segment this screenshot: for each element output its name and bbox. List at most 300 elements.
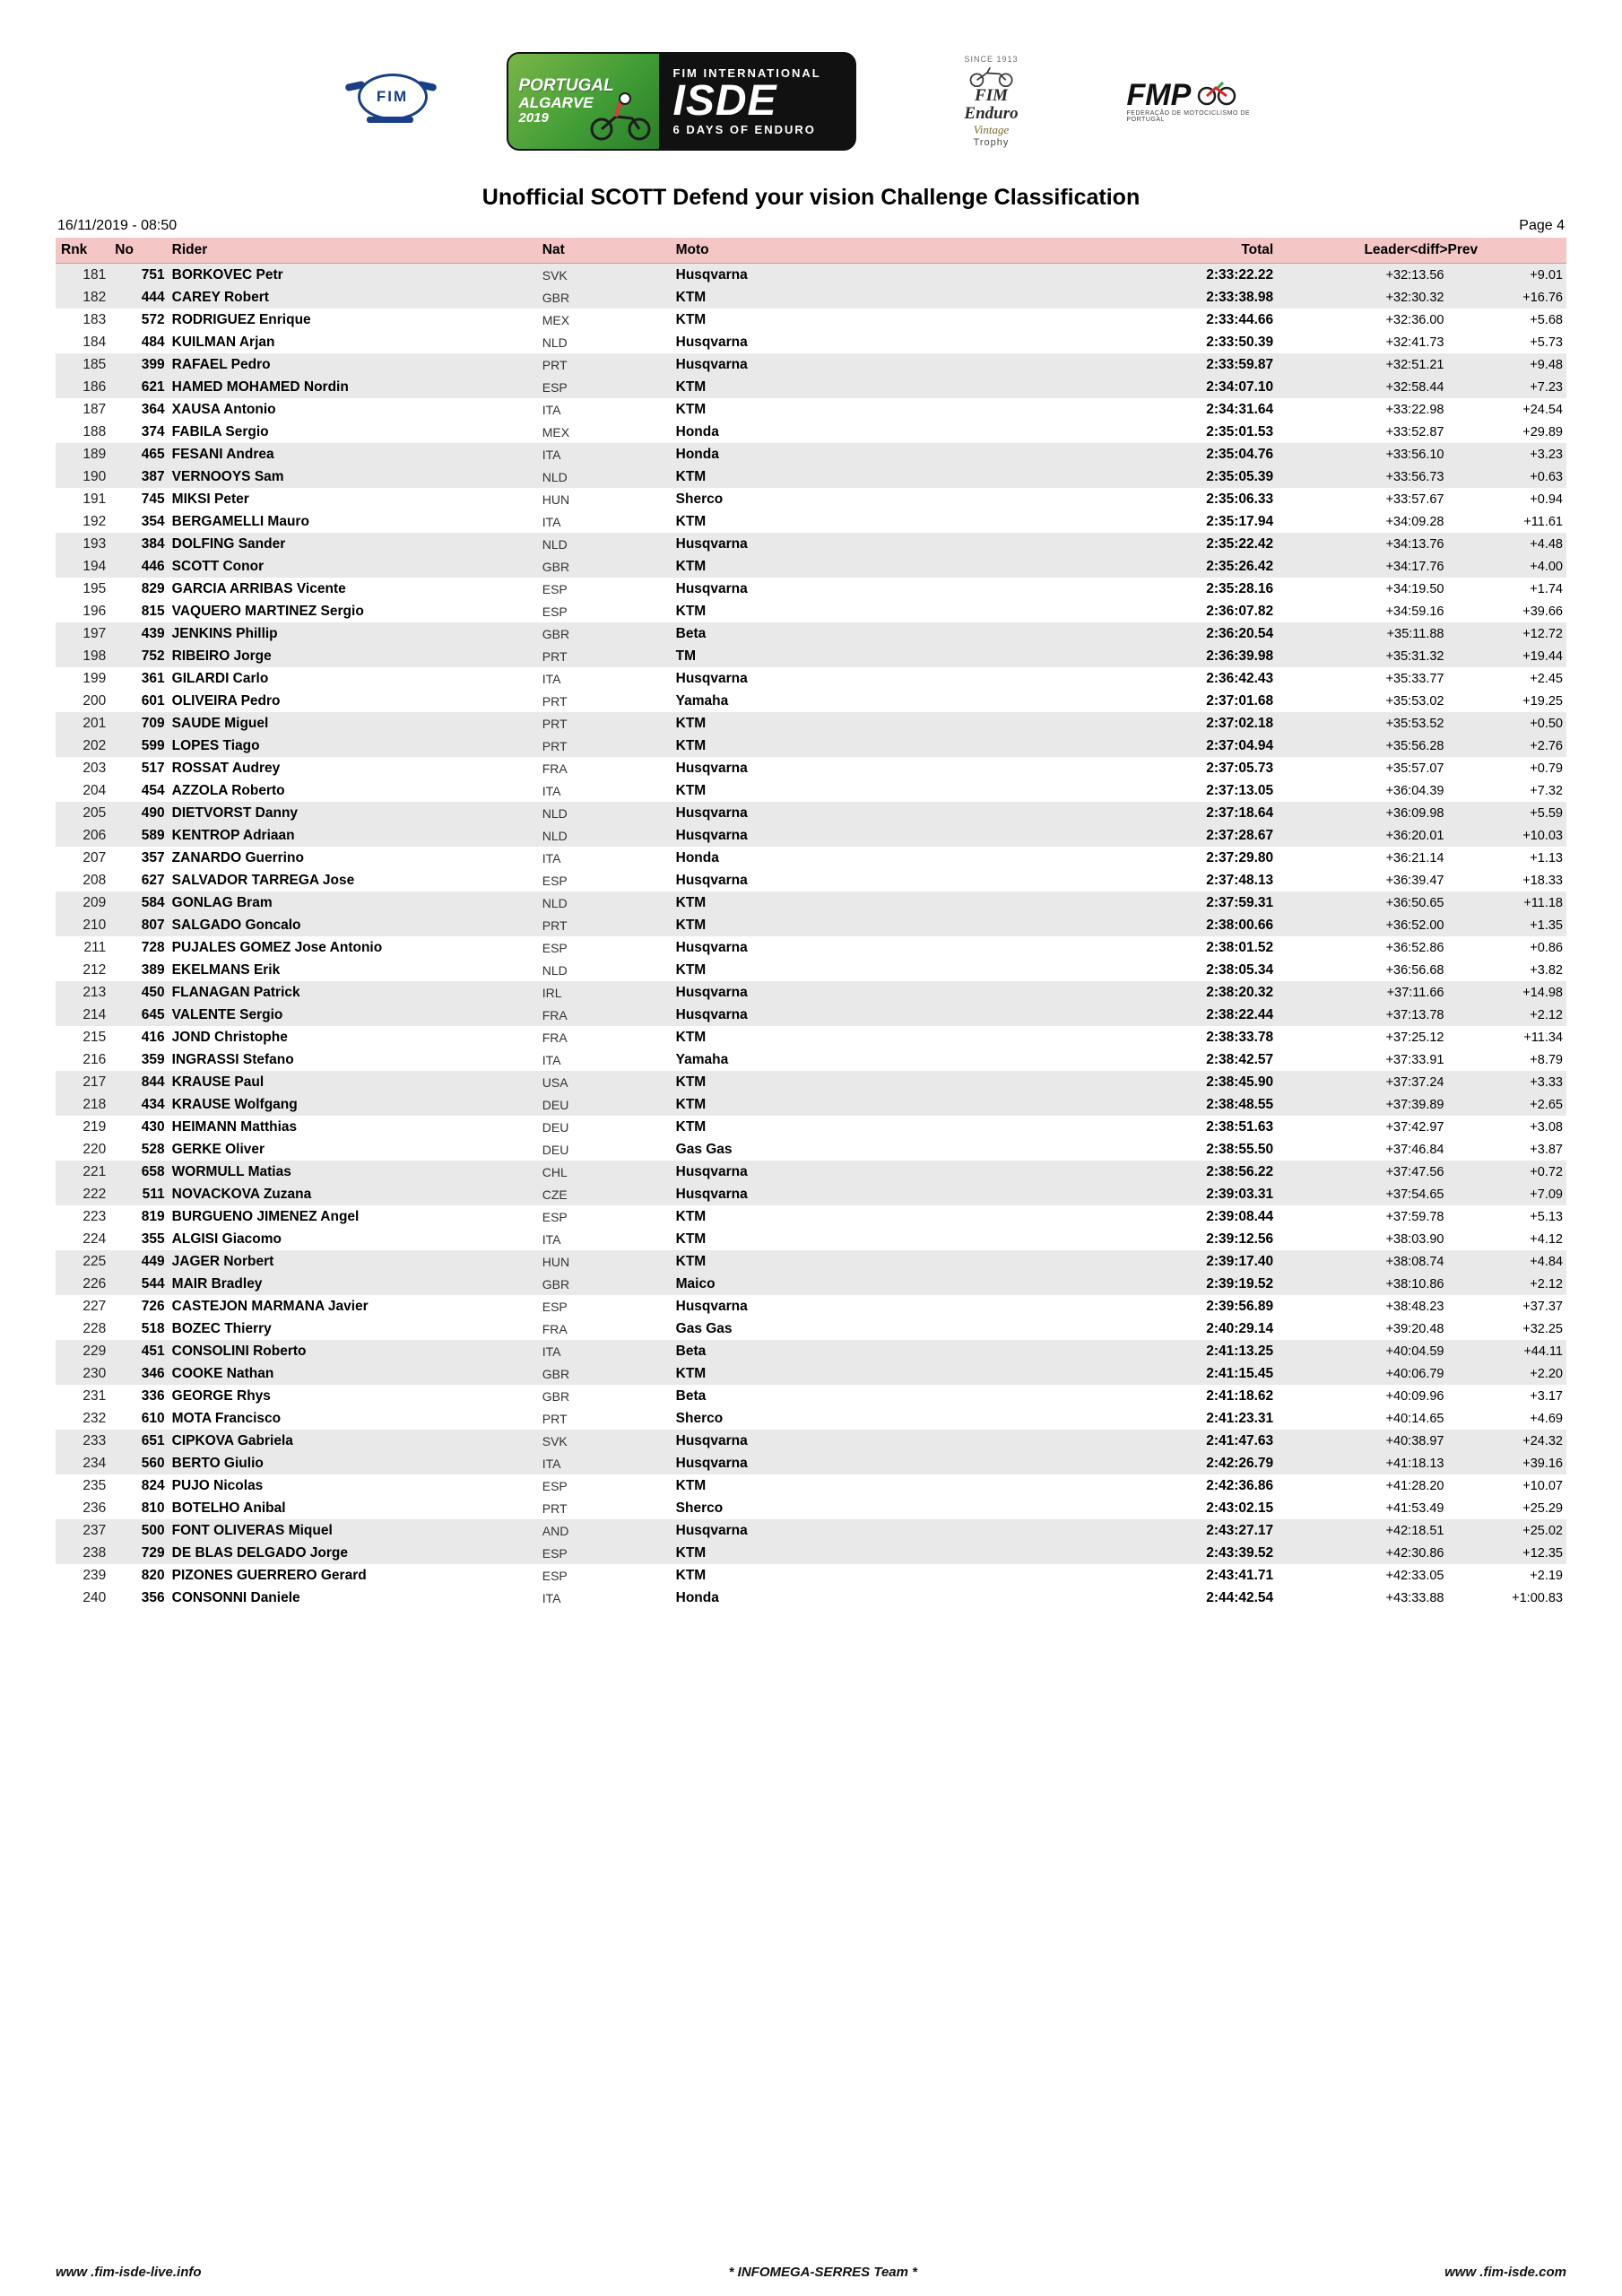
- leader-diff-cell: +41:28.20: [1385, 1478, 1444, 1493]
- number-cell: 490: [109, 802, 168, 824]
- number-cell: 346: [109, 1362, 168, 1385]
- total-time-cell: 2:36:07.82: [1206, 603, 1274, 619]
- total-time-cell: 2:37:05.73: [1206, 760, 1274, 776]
- table-row: [56, 622, 1566, 645]
- rider-name-cell: VERNOOYS Sam: [169, 465, 539, 488]
- moto-cell: KTM: [675, 1029, 707, 1045]
- leader-diff-cell: +36:52.86: [1385, 940, 1444, 955]
- prev-diff-cell: +29.89: [1522, 424, 1563, 439]
- moto-cell: Husqvarna: [672, 802, 1083, 824]
- moto-cell: KTM: [675, 401, 707, 417]
- leader-diff-cell: +41:53.49: [1385, 1500, 1444, 1516]
- table-row: [56, 1519, 1566, 1542]
- moto-cell: Beta: [675, 1387, 707, 1404]
- prev-diff-cell: +4.84: [1448, 1250, 1567, 1273]
- rank-cell: 197: [56, 622, 109, 645]
- nationality-cell: ESP: [542, 1478, 568, 1493]
- moto-cell: Husqvarna: [675, 872, 748, 888]
- nationality-cell: ESP: [542, 604, 568, 619]
- leader-diff-cell: +33:22.98: [1385, 402, 1444, 417]
- number-cell: 454: [141, 782, 165, 798]
- total-time-cell: 2:33:22.22: [1082, 264, 1277, 287]
- number-cell: 729: [109, 1542, 168, 1564]
- rank-cell: 216: [82, 1051, 107, 1067]
- leader-diff-cell: +37:47.56: [1277, 1161, 1447, 1183]
- number-cell: 517: [141, 760, 165, 776]
- nationality-cell: NLD: [539, 891, 672, 914]
- total-time-cell: 2:40:29.14: [1206, 1320, 1274, 1336]
- rank-cell: 182: [56, 286, 109, 309]
- rider-name-cell: BERTO Giulio: [169, 1452, 539, 1474]
- total-time-cell: 2:37:01.68: [1206, 692, 1274, 709]
- table-row: [56, 802, 1566, 824]
- moto-cell: Husqvarna: [672, 264, 1083, 287]
- rider-name-cell: ROSSAT Audrey: [171, 760, 281, 776]
- logo-bar: [56, 34, 1566, 169]
- nationality-cell: NLD: [539, 533, 672, 555]
- table-header-row: [56, 238, 1566, 264]
- table-row: [56, 1587, 1566, 1609]
- number-cell: 465: [109, 443, 168, 465]
- nationality-cell: PRT: [539, 735, 672, 757]
- leader-diff-cell: +43:33.88: [1385, 1590, 1444, 1605]
- rider-name-cell: GILARDI Carlo: [171, 670, 269, 686]
- number-cell: 450: [109, 981, 168, 1004]
- total-time-cell: 2:35:22.42: [1082, 533, 1277, 555]
- isde-six-days-text: 6 DAYS OF ENDURO: [672, 123, 816, 136]
- nationality-cell: NLD: [542, 962, 568, 978]
- table-row: [56, 488, 1566, 510]
- number-cell: 544: [109, 1273, 168, 1295]
- prev-diff-cell: +0.50: [1448, 712, 1567, 735]
- rank-cell: 206: [56, 824, 109, 847]
- leader-diff-cell: +33:56.10: [1277, 443, 1447, 465]
- prev-diff-cell: +8.79: [1530, 1052, 1563, 1067]
- prev-diff-cell: +4.69: [1530, 1411, 1563, 1426]
- rank-cell: 181: [56, 264, 109, 287]
- rank-cell: 183: [82, 311, 107, 327]
- column-header-rider: Rider: [169, 238, 539, 264]
- table-row: [56, 712, 1566, 735]
- rank-cell: 235: [82, 1477, 107, 1493]
- nationality-cell: PRT: [539, 645, 672, 667]
- evt-trophy-text: Trophy: [973, 137, 1010, 148]
- fim-logo: [352, 68, 429, 135]
- number-cell: 354: [141, 513, 165, 529]
- nationality-cell: ITA: [542, 783, 561, 798]
- total-time-cell: 2:43:39.52: [1082, 1542, 1277, 1564]
- nationality-cell: ITA: [542, 514, 561, 529]
- rider-name-cell: RODRIGUEZ Enrique: [171, 311, 311, 327]
- number-cell: 399: [109, 353, 168, 376]
- prev-diff-cell: +5.73: [1530, 335, 1563, 350]
- rank-cell: 238: [56, 1542, 109, 1564]
- rider-name-cell: XAUSA Antonio: [171, 401, 276, 417]
- prev-diff-cell: +44.11: [1448, 1340, 1567, 1362]
- rider-name-cell: CIPKOVA Gabriela: [169, 1430, 539, 1452]
- total-time-cell: 2:38:33.78: [1206, 1029, 1274, 1045]
- rank-cell: 187: [82, 401, 107, 417]
- nationality-cell: ITA: [542, 1231, 561, 1247]
- footer-left-url[interactable]: www .fim-isde-live.info: [56, 2265, 202, 2280]
- rank-cell: 226: [56, 1273, 109, 1295]
- rank-cell: 193: [56, 533, 109, 555]
- prev-diff-cell: +1:00.83: [1512, 1590, 1563, 1605]
- leader-diff-cell: +33:52.87: [1385, 424, 1444, 439]
- total-time-cell: 2:38:51.63: [1206, 1118, 1274, 1135]
- total-time-cell: 2:36:39.98: [1082, 645, 1277, 667]
- moto-cell: Sherco: [675, 1500, 724, 1516]
- column-header-number: No: [109, 238, 168, 264]
- number-cell: 745: [141, 491, 165, 507]
- table-row: [56, 981, 1566, 1004]
- nationality-cell: ESP: [542, 1568, 568, 1583]
- number-cell: 601: [141, 692, 165, 709]
- number-cell: 560: [109, 1452, 168, 1474]
- prev-diff-cell: +11.61: [1523, 514, 1563, 529]
- leader-diff-cell: +37:46.84: [1385, 1142, 1444, 1157]
- prev-diff-cell: +2.76: [1448, 735, 1567, 757]
- table-row: [56, 353, 1566, 376]
- total-time-cell: 2:34:07.10: [1082, 376, 1277, 398]
- moto-cell: Husqvarna: [672, 1161, 1083, 1183]
- prev-diff-cell: +0.79: [1530, 761, 1563, 776]
- number-cell: 434: [109, 1093, 168, 1116]
- footer-right-url[interactable]: www .fim-isde.com: [1444, 2265, 1566, 2280]
- rank-cell: 196: [82, 603, 107, 619]
- nationality-cell: CHL: [539, 1161, 672, 1183]
- prev-diff-cell: +7.09: [1448, 1183, 1567, 1205]
- total-time-cell: 2:41:15.45: [1082, 1362, 1277, 1385]
- moto-cell: Honda: [675, 849, 719, 865]
- total-time-cell: 2:44:42.54: [1206, 1589, 1274, 1605]
- total-time-cell: 2:43:41.71: [1206, 1567, 1274, 1583]
- prev-diff-cell: +2.19: [1530, 1568, 1563, 1583]
- leader-diff-cell: +35:53.52: [1277, 712, 1447, 735]
- prev-diff-cell: +10.03: [1448, 824, 1567, 847]
- nationality-cell: SVK: [539, 1430, 672, 1452]
- number-cell: 810: [141, 1500, 165, 1516]
- nationality-cell: GBR: [539, 622, 672, 645]
- total-time-cell: 2:35:17.94: [1206, 513, 1274, 529]
- leader-diff-cell: +36:09.98: [1277, 802, 1447, 824]
- leader-diff-cell: +40:09.96: [1385, 1388, 1444, 1404]
- number-cell: 651: [109, 1430, 168, 1452]
- nationality-cell: GBR: [539, 286, 672, 309]
- moto-cell: Husqvarna: [675, 670, 748, 686]
- moto-cell: KTM: [672, 1362, 1083, 1385]
- isde-year-text: 2019: [518, 110, 549, 126]
- fmp-logo: [1127, 67, 1271, 135]
- table-row: [56, 1250, 1566, 1273]
- table-row: [56, 1340, 1566, 1362]
- nationality-cell: DEU: [542, 1119, 569, 1135]
- moto-cell: Husqvarna: [672, 1183, 1083, 1205]
- nationality-cell: GBR: [539, 555, 672, 578]
- nationality-cell: ITA: [539, 1452, 672, 1474]
- rank-cell: 236: [82, 1500, 107, 1516]
- leader-diff-cell: +37:25.12: [1385, 1030, 1444, 1045]
- table-row: [56, 1273, 1566, 1295]
- rank-cell: 229: [56, 1340, 109, 1362]
- leader-diff-cell: +34:09.28: [1385, 514, 1444, 529]
- total-time-cell: 2:35:28.16: [1206, 580, 1274, 596]
- table-row: [56, 309, 1566, 331]
- total-time-cell: 2:38:01.52: [1206, 939, 1274, 955]
- table-row: [56, 1362, 1566, 1385]
- rank-cell: 195: [82, 580, 107, 596]
- nationality-cell: ESP: [542, 873, 568, 888]
- leader-diff-cell: +38:08.74: [1277, 1250, 1447, 1273]
- moto-cell: KTM: [672, 376, 1083, 398]
- total-time-cell: 2:35:05.39: [1082, 465, 1277, 488]
- nationality-cell: PRT: [539, 712, 672, 735]
- total-time-cell: 2:34:31.64: [1206, 401, 1274, 417]
- total-time-cell: 2:41:13.25: [1082, 1340, 1277, 1362]
- column-header-moto: Moto: [672, 238, 1083, 264]
- moto-cell: Husqvarna: [672, 533, 1083, 555]
- rider-name-cell: SALVADOR TARREGA Jose: [171, 872, 355, 888]
- number-cell: 610: [141, 1410, 165, 1426]
- rank-cell: 215: [82, 1029, 107, 1045]
- number-cell: 430: [141, 1118, 165, 1135]
- enduro-vintage-trophy-logo: [933, 55, 1050, 148]
- moto-cell: Beta: [672, 622, 1083, 645]
- nationality-cell: ITA: [542, 1052, 561, 1067]
- rank-cell: 231: [82, 1387, 107, 1404]
- fmp-subtitle: FEDERAÇÃO DE MOTOCICLISMO DE PORTUGAL: [1126, 110, 1251, 123]
- number-cell: 451: [109, 1340, 168, 1362]
- prev-diff-cell: +1.13: [1530, 850, 1563, 865]
- moto-cell: KTM: [675, 513, 707, 529]
- page-title: Unofficial SCOTT Defend your vision Challenge Classification: [481, 185, 1141, 210]
- table-row: [56, 1071, 1566, 1093]
- total-time-cell: 2:39:12.56: [1206, 1231, 1274, 1247]
- table-row: [56, 555, 1566, 578]
- prev-diff-cell: +4.00: [1448, 555, 1567, 578]
- total-time-cell: 2:42:26.79: [1082, 1452, 1277, 1474]
- leader-diff-cell: +42:33.05: [1385, 1568, 1444, 1583]
- prev-diff-cell: +7.32: [1530, 783, 1563, 798]
- rider-name-cell: MAIR Bradley: [169, 1273, 539, 1295]
- rider-name-cell: WORMULL Matias: [169, 1161, 539, 1183]
- prev-diff-cell: +10.07: [1522, 1478, 1563, 1493]
- total-time-cell: 2:41:23.31: [1206, 1410, 1274, 1426]
- rank-cell: 190: [56, 465, 109, 488]
- nationality-cell: FRA: [539, 1004, 672, 1026]
- table-row: [56, 667, 1566, 690]
- prev-diff-cell: +3.08: [1530, 1119, 1563, 1135]
- rider-name-cell: FONT OLIVERAS Miquel: [169, 1519, 539, 1542]
- table-row: [56, 824, 1566, 847]
- prev-diff-cell: +4.48: [1448, 533, 1567, 555]
- fmp-emblem-icon: [1196, 80, 1237, 110]
- moto-cell: KTM: [675, 1477, 707, 1493]
- rank-cell: 213: [56, 981, 109, 1004]
- number-cell: 389: [141, 961, 165, 978]
- total-time-cell: 2:33:44.66: [1206, 311, 1274, 327]
- leader-diff-cell: +36:20.01: [1277, 824, 1447, 847]
- prev-diff-cell: +2.45: [1530, 671, 1563, 686]
- prev-diff-cell: +2.20: [1448, 1362, 1567, 1385]
- nationality-cell: MEX: [542, 424, 570, 439]
- isde-algarve-text: ALGARVE: [518, 93, 594, 111]
- nationality-cell: PRT: [542, 1411, 568, 1426]
- total-time-cell: 2:33:38.98: [1082, 286, 1277, 309]
- moto-cell: Sherco: [675, 491, 724, 507]
- number-cell: 511: [109, 1183, 168, 1205]
- rank-cell: 188: [82, 423, 107, 439]
- nationality-cell: ESP: [542, 940, 568, 955]
- moto-cell: Gas Gas: [675, 1141, 733, 1157]
- table-row: [56, 1318, 1566, 1340]
- moto-cell: KTM: [672, 712, 1083, 735]
- rider-name-cell: CONSOLINI Roberto: [169, 1340, 539, 1362]
- leader-diff-cell: +32:41.73: [1385, 335, 1444, 350]
- prev-diff-cell: +2.12: [1448, 1273, 1567, 1295]
- rank-cell: 186: [56, 376, 109, 398]
- rank-cell: 240: [82, 1589, 107, 1605]
- leader-diff-cell: +35:11.88: [1277, 622, 1447, 645]
- rider-name-cell: EKELMANS Erik: [171, 961, 281, 978]
- rider-name-cell: CAREY Robert: [169, 286, 539, 309]
- rider-name-cell: MIKSI Peter: [171, 491, 249, 507]
- total-time-cell: 2:38:00.66: [1082, 914, 1277, 936]
- rank-cell: 207: [82, 849, 107, 865]
- total-time-cell: 2:37:29.80: [1206, 849, 1274, 865]
- moto-cell: Husqvarna: [675, 760, 748, 776]
- moto-cell: Sherco: [675, 1410, 724, 1426]
- nationality-cell: NLD: [539, 802, 672, 824]
- nationality-cell: ITA: [542, 1590, 561, 1605]
- rank-cell: 184: [82, 334, 107, 350]
- table-row: [56, 578, 1566, 600]
- nationality-cell: FRA: [542, 761, 568, 776]
- leader-diff-cell: +39:20.48: [1385, 1321, 1444, 1336]
- leader-diff-cell: +35:56.28: [1277, 735, 1447, 757]
- number-cell: 364: [141, 401, 165, 417]
- nationality-cell: CZE: [539, 1183, 672, 1205]
- table-row: [56, 936, 1566, 959]
- evt-enduro-text: Enduro: [964, 104, 1019, 124]
- leader-diff-cell: +36:56.68: [1385, 962, 1444, 978]
- number-cell: 355: [141, 1231, 165, 1247]
- prev-diff-cell: +39.66: [1522, 604, 1563, 619]
- total-time-cell: 2:37:18.64: [1082, 802, 1277, 824]
- number-cell: 484: [141, 334, 165, 350]
- rank-cell: 227: [82, 1298, 107, 1314]
- moto-cell: KTM: [675, 1208, 707, 1224]
- moto-cell: KTM: [675, 603, 707, 619]
- leader-diff-cell: +33:57.67: [1385, 491, 1444, 507]
- nationality-cell: PRT: [539, 353, 672, 376]
- nationality-cell: FRA: [542, 1321, 568, 1336]
- total-time-cell: 2:36:20.54: [1082, 622, 1277, 645]
- moto-cell: KTM: [672, 286, 1083, 309]
- number-cell: 444: [109, 286, 168, 309]
- nationality-cell: ITA: [542, 671, 561, 686]
- table-row: [56, 465, 1566, 488]
- total-time-cell: 2:39:19.52: [1082, 1273, 1277, 1295]
- rider-name-cell: BORKOVEC Petr: [169, 264, 539, 287]
- rider-name-cell: ZANARDO Guerrino: [171, 849, 304, 865]
- table-row: [56, 1452, 1566, 1474]
- number-cell: 572: [141, 311, 165, 327]
- nationality-cell: GBR: [539, 1362, 672, 1385]
- prev-diff-cell: +5.68: [1530, 312, 1563, 327]
- leader-diff-cell: +35:31.32: [1277, 645, 1447, 667]
- rank-cell: 209: [56, 891, 109, 914]
- table-row: [56, 1004, 1566, 1026]
- table-row: [56, 376, 1566, 398]
- number-cell: 658: [109, 1161, 168, 1183]
- moto-cell: Husqvarna: [672, 824, 1083, 847]
- moto-cell: Husqvarna: [672, 1519, 1083, 1542]
- number-cell: 627: [141, 872, 165, 888]
- rank-cell: 228: [82, 1320, 107, 1336]
- total-time-cell: 2:38:22.44: [1082, 1004, 1277, 1026]
- rider-name-cell: LOPES Tiago: [169, 735, 539, 757]
- table-row: [56, 600, 1566, 622]
- rank-cell: 221: [56, 1161, 109, 1183]
- rider-name-cell: OLIVEIRA Pedro: [171, 692, 281, 709]
- rider-name-cell: BURGUENO JIMENEZ Angel: [171, 1208, 360, 1224]
- nationality-cell: PRT: [542, 693, 568, 709]
- isde-wordmark: ISDE: [672, 77, 777, 125]
- prev-diff-cell: +19.25: [1522, 693, 1563, 709]
- total-time-cell: 2:43:27.17: [1082, 1519, 1277, 1542]
- total-time-cell: 2:39:56.89: [1206, 1298, 1274, 1314]
- prev-diff-cell: +37.37: [1522, 1299, 1563, 1314]
- column-header-nationality: Nat: [539, 238, 672, 264]
- rider-name-cell: GERKE Oliver: [171, 1141, 265, 1157]
- moto-cell: KTM: [672, 555, 1083, 578]
- number-cell: 356: [141, 1589, 165, 1605]
- leader-diff-cell: +37:33.91: [1385, 1052, 1444, 1067]
- moto-cell: Beta: [672, 1340, 1083, 1362]
- number-cell: 751: [109, 264, 168, 287]
- evt-fim-text: FIM: [975, 86, 1008, 106]
- number-cell: 357: [141, 849, 165, 865]
- table-row: [56, 891, 1566, 914]
- rider-name-cell: PIZONES GUERRERO Gerard: [171, 1567, 367, 1583]
- nationality-cell: ITA: [539, 1340, 672, 1362]
- number-cell: 384: [109, 533, 168, 555]
- prev-diff-cell: +19.44: [1448, 645, 1567, 667]
- fim-logo-text: FIM: [376, 88, 409, 105]
- rider-name-cell: NOVACKOVA Zuzana: [169, 1183, 539, 1205]
- prev-diff-cell: +0.94: [1530, 491, 1563, 507]
- prev-diff-cell: +2.65: [1448, 1093, 1567, 1116]
- rank-cell: 185: [56, 353, 109, 376]
- rider-name-cell: CASTEJON MARMANA Javier: [171, 1298, 369, 1314]
- rider-name-cell: INGRASSI Stefano: [171, 1051, 294, 1067]
- moto-cell: Husqvarna: [675, 334, 748, 350]
- nationality-cell: GBR: [539, 1273, 672, 1295]
- evt-vintage-text: Vintage: [973, 123, 1010, 136]
- table-row: [56, 533, 1566, 555]
- rider-name-cell: DE BLAS DELGADO Jorge: [169, 1542, 539, 1564]
- nationality-cell: ESP: [542, 1209, 568, 1224]
- moto-cell: Yamaha: [675, 692, 729, 709]
- leader-diff-cell: +37:59.78: [1385, 1209, 1444, 1224]
- leader-diff-cell: +38:03.90: [1385, 1231, 1444, 1247]
- nationality-cell: ITA: [542, 850, 561, 865]
- number-cell: 518: [141, 1320, 165, 1336]
- number-cell: 589: [109, 824, 168, 847]
- moto-cell: TM: [672, 645, 1083, 667]
- column-header-leader-diff: Leader<diff>: [1277, 238, 1447, 264]
